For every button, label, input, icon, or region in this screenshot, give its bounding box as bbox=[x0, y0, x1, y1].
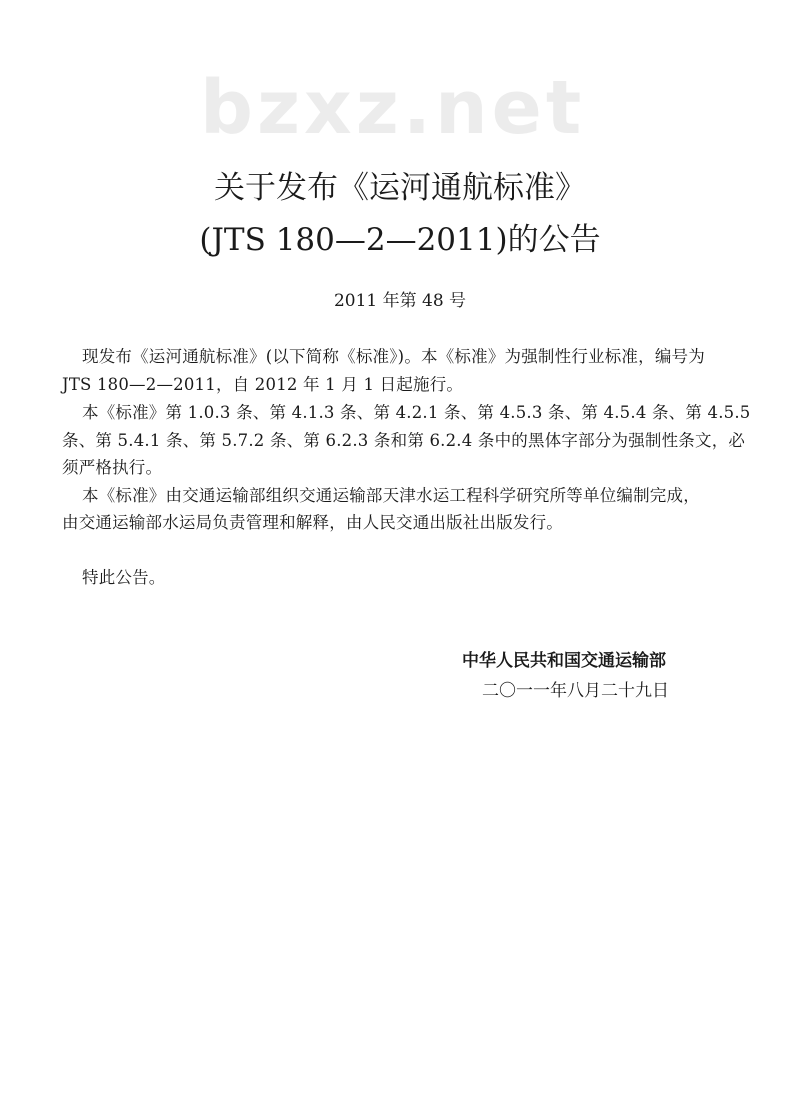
body-line: 条、第 5.4.1 条、第 5.7.2 条、第 6.2.3 条和第 6.2.4 条中的黑体字部分为强制性条文，必 bbox=[62, 431, 746, 450]
title-line-2: (JTS 180—2—2011)的公告 bbox=[199, 222, 601, 258]
issuer: 中华人民共和国交通运输部 bbox=[462, 651, 666, 671]
watermark: bzxz.net bbox=[200, 65, 586, 151]
closing-line: 特此公告。 bbox=[82, 568, 166, 587]
body-line: JTS 180—2—2011，自 2012 年 1 月 1 日起施行。 bbox=[62, 375, 464, 394]
body-line: 本《标准》第 1.0.3 条、第 4.1.3 条、第 4.2.1 条、第 4.5.3 条、第 4.5.4 条、第 4.5.5 bbox=[82, 403, 751, 422]
body-line: 须严格执行。 bbox=[62, 458, 163, 477]
issue-date: 二〇一一年八月二十九日 bbox=[482, 681, 669, 701]
body-line: 由交通运输部水运局负责管理和解释，由人民交通出版社出版发行。 bbox=[62, 513, 563, 532]
issue-number: 2011 年第 48 号 bbox=[333, 291, 467, 311]
title-line-1: 关于发布《运河通航标准》 bbox=[214, 170, 586, 206]
body-line: 本《标准》由交通运输部组织交通运输部天津水运工程科学研究所等单位编制完成， bbox=[82, 486, 700, 505]
body-line: 现发布《运河通航标准》(以下简称《标准》)。本《标准》为强制性行业标准，编号为 bbox=[82, 347, 705, 366]
